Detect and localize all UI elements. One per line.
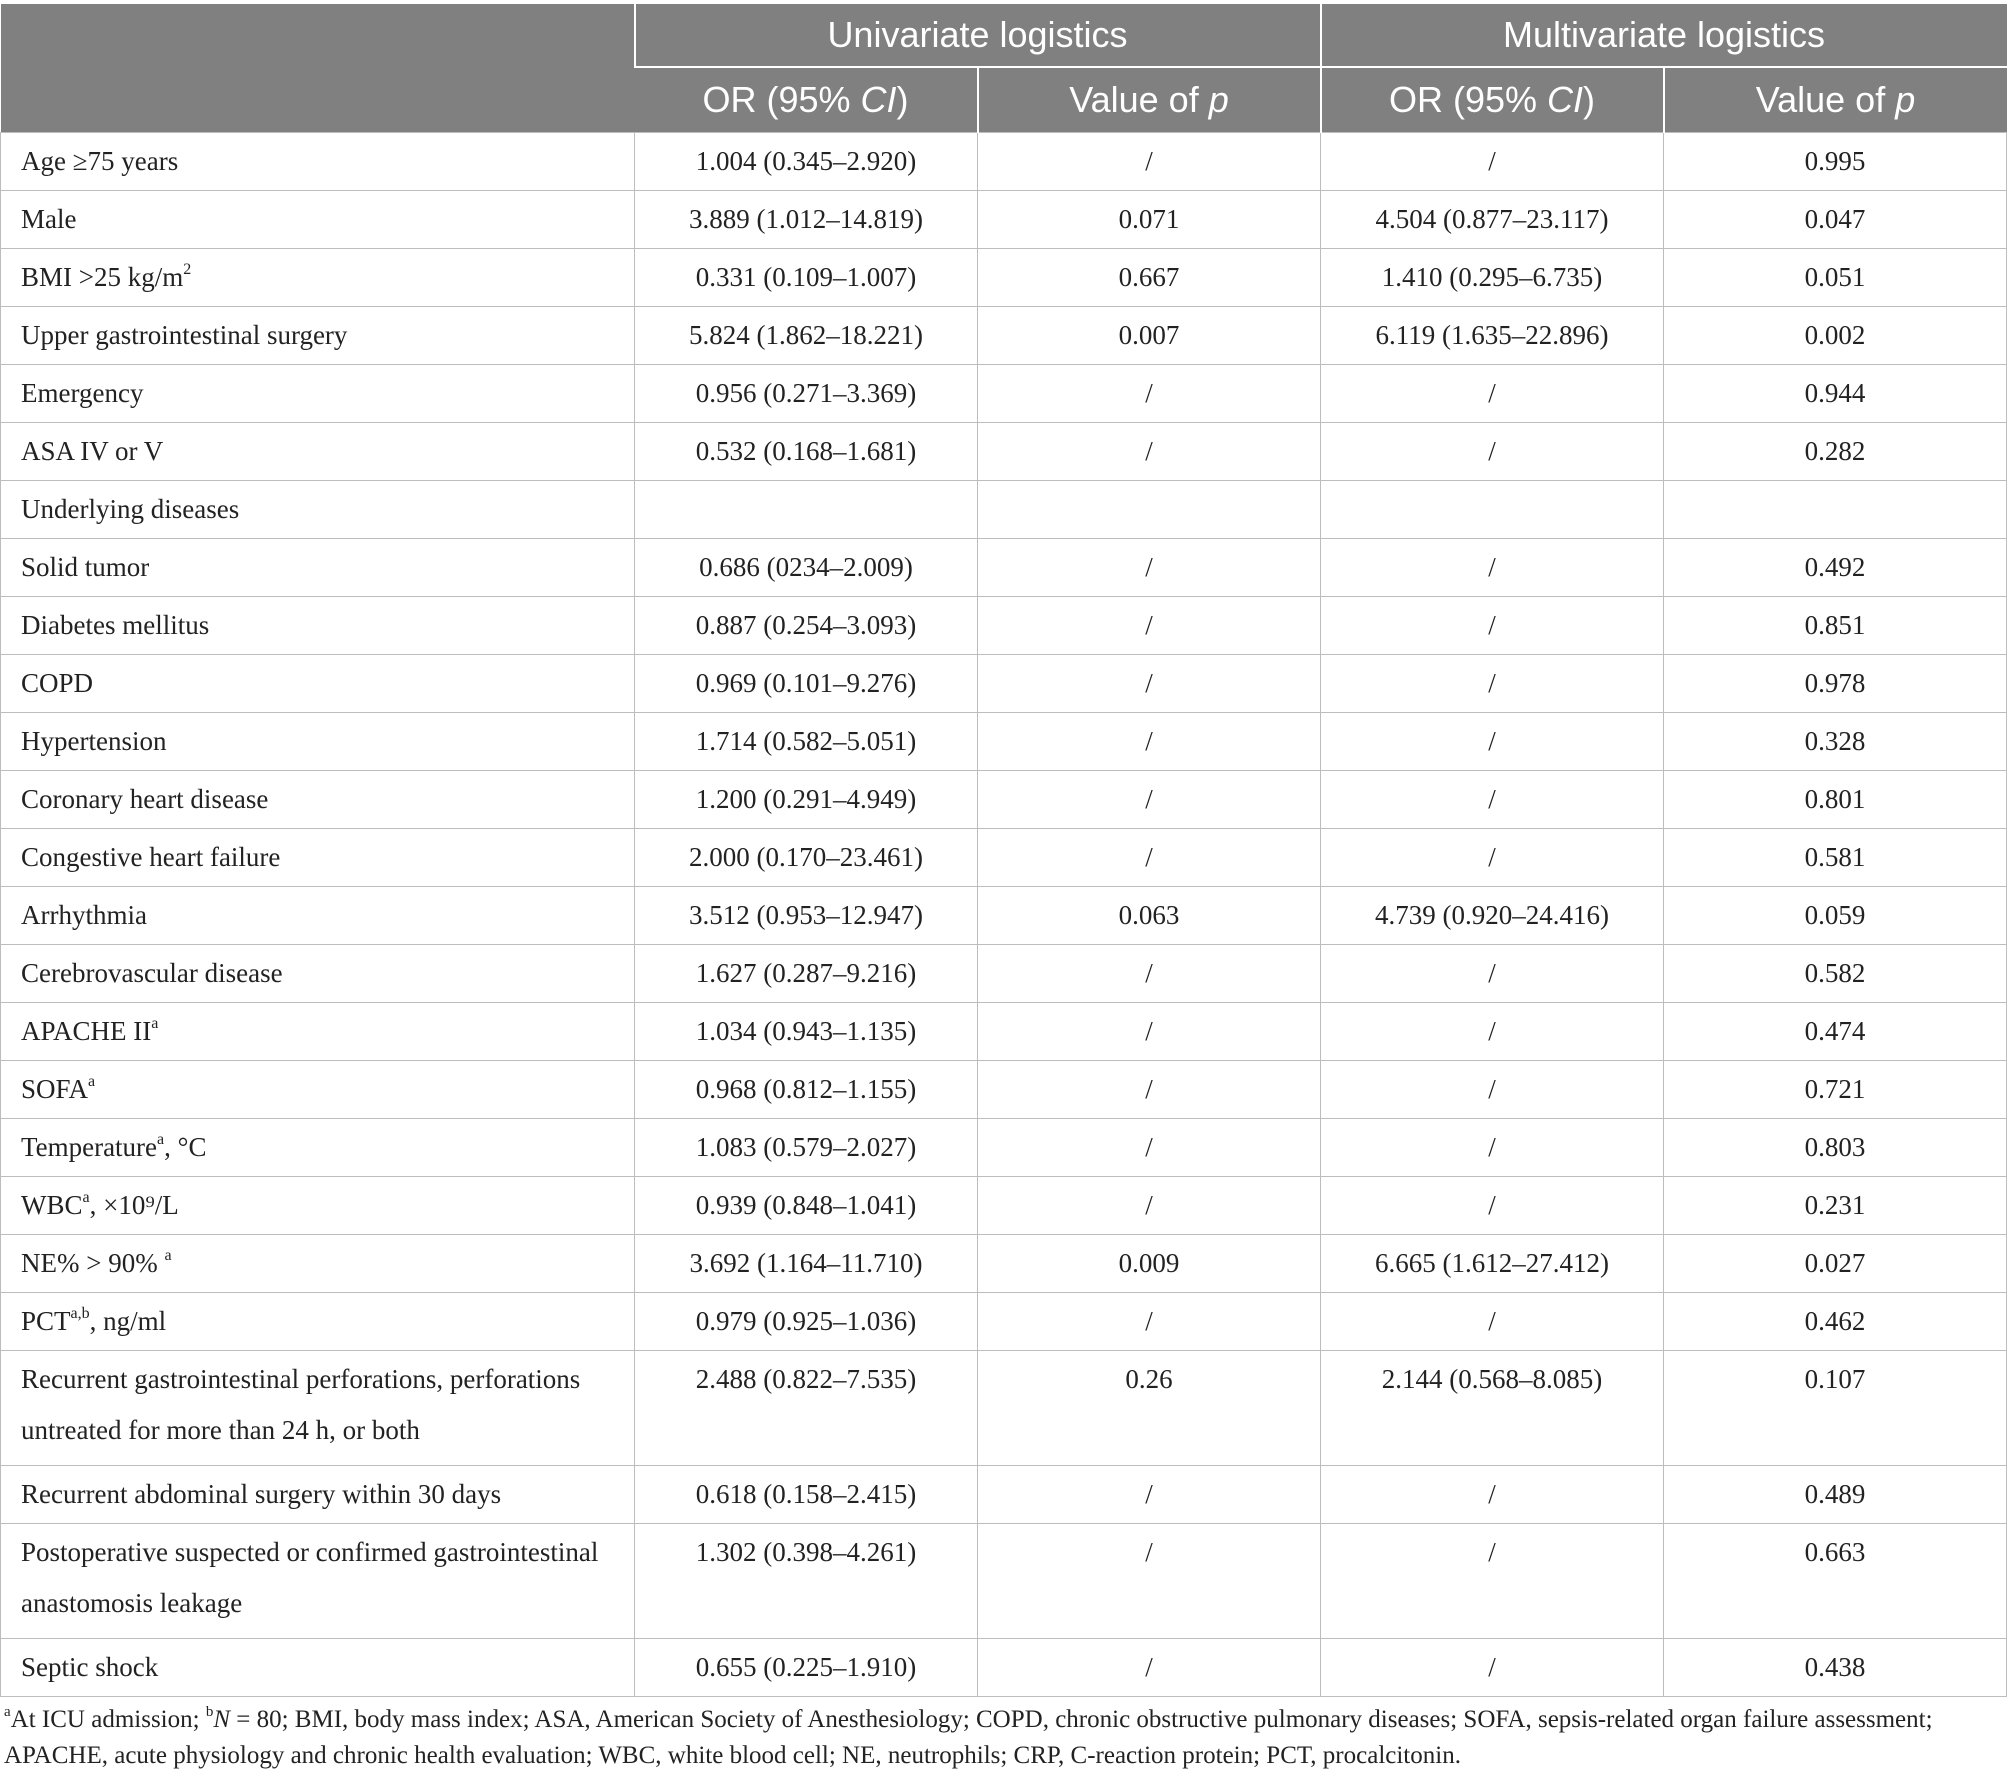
table-row [1, 423, 2007, 481]
cell-uni-p: / [978, 365, 1321, 423]
cell-uni-or: 3.889 (1.012–14.819) [635, 191, 978, 249]
cell-multi-p: 0.231 [1664, 1177, 2007, 1235]
cell-variable: Coronary heart disease [1, 771, 635, 829]
table-row [1, 191, 2007, 249]
cell-multi-p: 0.582 [1664, 945, 2007, 1003]
cell-multi-p: 0.851 [1664, 597, 2007, 655]
cell-variable: PCT$^{a,b}$, ng/ml [1, 1293, 635, 1351]
cell-uni-p: 0.667 [978, 249, 1321, 307]
cell-uni-p: / [978, 771, 1321, 829]
table-row [1, 829, 2007, 887]
cell-multi-p: 0.803 [1664, 1119, 2007, 1177]
table-row [1, 307, 2007, 365]
cell-variable: ASA IV or V [1, 423, 635, 481]
cell-variable: Recurrent gastrointestinal perforations, perforations untreated for more than 24 h, or both [1, 1351, 635, 1466]
cell-uni-or: 2.000 (0.170–23.461) [635, 829, 978, 887]
cell-uni-or: 0.968 (0.812–1.155) [635, 1061, 978, 1119]
cell-multi-p: 0.462 [1664, 1293, 2007, 1351]
cell-uni-p: / [978, 945, 1321, 1003]
table-row [1, 887, 2007, 945]
cell-uni-or: 1.714 (0.582–5.051) [635, 713, 978, 771]
cell-multi-p: 0.002 [1664, 307, 2007, 365]
cell-multi-p: 0.107 [1664, 1351, 2007, 1466]
cell-multi-or: / [1321, 1293, 1664, 1351]
cell-uni-or: 3.512 (0.953–12.947) [635, 887, 978, 945]
cell-uni-p [978, 481, 1321, 539]
cell-multi-or: / [1321, 713, 1664, 771]
cell-variable: COPD [1, 655, 635, 713]
cell-multi-p: 0.581 [1664, 829, 2007, 887]
cell-uni-p: 0.063 [978, 887, 1321, 945]
cell-uni-p: 0.26 [978, 1351, 1321, 1466]
cell-uni-p: / [978, 133, 1321, 191]
table-header [1, 4, 2007, 133]
header-uni-or: OR (95% CI) [635, 67, 978, 133]
cell-variable: APACHE $II^a$ [1, 1003, 635, 1061]
cell-uni-p: / [978, 597, 1321, 655]
cell-variable: Hypertension [1, 713, 635, 771]
cell-uni-or: 0.686 (0234–2.009) [635, 539, 978, 597]
cell-multi-p: 0.328 [1664, 713, 2007, 771]
cell-multi-or: / [1321, 597, 1664, 655]
cell-multi-or [1321, 481, 1664, 539]
table-row [1, 133, 2007, 191]
cell-uni-p: / [978, 1639, 1321, 1697]
table-row [1, 771, 2007, 829]
cell-uni-or: 0.655 (0.225–1.910) [635, 1639, 978, 1697]
cell-uni-or: 3.692 (1.164–11.710) [635, 1235, 978, 1293]
cell-variable: Age ≥75 years [1, 133, 635, 191]
header-uni-p: Value of p [978, 67, 1321, 133]
cell-variable: Temperature$^a$, °C [1, 1119, 635, 1177]
cell-multi-or: 4.739 (0.920–24.416) [1321, 887, 1664, 945]
cell-multi-or: / [1321, 1177, 1664, 1235]
cell-multi-or: / [1321, 771, 1664, 829]
cell-multi-p: 0.663 [1664, 1524, 2007, 1639]
cell-multi-or: 6.119 (1.635–22.896) [1321, 307, 1664, 365]
cell-multi-p: 0.047 [1664, 191, 2007, 249]
cell-multi-p: 0.721 [1664, 1061, 2007, 1119]
table-row [1, 1639, 2007, 1697]
cell-uni-p: / [978, 1119, 1321, 1177]
cell-multi-or: / [1321, 945, 1664, 1003]
table-row [1, 655, 2007, 713]
cell-variable: NE% > 90% $^a$ [1, 1235, 635, 1293]
cell-uni-or: 5.824 (1.862–18.221) [635, 307, 978, 365]
cell-multi-p: 0.474 [1664, 1003, 2007, 1061]
cell-multi-or: / [1321, 1061, 1664, 1119]
cell-uni-p: / [978, 1293, 1321, 1351]
table-row [1, 249, 2007, 307]
cell-uni-or [635, 481, 978, 539]
table-footnote: $^a$At ICU admission; $^b$N = 80; BMI, body mass index; ASA, American Society of Anesthesiology; COPD, chronic obstructive pulmonary diseases; SOFA, sepsis-related organ failure assessment; APACHE, acute physiology and chronic health evaluation; WBC, white blood cell; NE, neutrophils; CRP, C-reaction protein; PCT, procalcitonin. [4, 1703, 1933, 1769]
cell-variable: Male [1, 191, 635, 249]
cell-variable: Upper gastrointestinal surgery [1, 307, 635, 365]
cell-uni-or: 0.939 (0.848–1.041) [635, 1177, 978, 1235]
cell-uni-or: 1.034 (0.943–1.135) [635, 1003, 978, 1061]
cell-uni-p: / [978, 713, 1321, 771]
cell-variable: Underlying diseases [1, 481, 635, 539]
header-multi-p: Value of p [1664, 67, 2007, 133]
cell-uni-p: / [978, 655, 1321, 713]
cell-multi-p: 0.978 [1664, 655, 2007, 713]
cell-multi-or: / [1321, 539, 1664, 597]
cell-uni-p: / [978, 539, 1321, 597]
cell-multi-or: / [1321, 655, 1664, 713]
cell-multi-or: 4.504 (0.877–23.117) [1321, 191, 1664, 249]
cell-multi-or: / [1321, 423, 1664, 481]
table-row [1, 1235, 2007, 1293]
cell-uni-or: 1.627 (0.287–9.216) [635, 945, 978, 1003]
cell-uni-or: 0.956 (0.271–3.369) [635, 365, 978, 423]
cell-variable: Cerebrovascular disease [1, 945, 635, 1003]
cell-multi-or: / [1321, 133, 1664, 191]
table-row [1, 365, 2007, 423]
cell-multi-or: / [1321, 829, 1664, 887]
cell-uni-p: 0.009 [978, 1235, 1321, 1293]
table-wrapper [0, 4, 2006, 1697]
cell-multi-p: 0.438 [1664, 1639, 2007, 1697]
cell-multi-or: / [1321, 1003, 1664, 1061]
table-row [1, 713, 2007, 771]
cell-multi-p: 0.995 [1664, 133, 2007, 191]
table-row [1, 1061, 2007, 1119]
cell-uni-or: 0.532 (0.168–1.681) [635, 423, 978, 481]
cell-multi-p: 0.489 [1664, 1466, 2007, 1524]
table-row [1, 1524, 2007, 1639]
cell-multi-p: 0.801 [1664, 771, 2007, 829]
table-row [1, 1293, 2007, 1351]
cell-uni-or: 1.200 (0.291–4.949) [635, 771, 978, 829]
cell-uni-or: 0.979 (0.925–1.036) [635, 1293, 978, 1351]
cell-multi-p: 0.059 [1664, 887, 2007, 945]
cell-multi-p: 0.051 [1664, 249, 2007, 307]
cell-variable: Recurrent abdominal surgery within 30 days [1, 1466, 635, 1524]
cell-uni-or: 1.004 (0.345–2.920) [635, 133, 978, 191]
cell-uni-or: 0.887 (0.254–3.093) [635, 597, 978, 655]
table-row [1, 481, 2007, 539]
cell-multi-p: 0.282 [1664, 423, 2007, 481]
cell-variable: SOFA$^a$ [1, 1061, 635, 1119]
cell-uni-or: 1.302 (0.398–4.261) [635, 1524, 978, 1639]
cell-multi-or: 6.665 (1.612–27.412) [1321, 1235, 1664, 1293]
cell-uni-p: / [978, 1524, 1321, 1639]
table-row [1, 1003, 2007, 1061]
cell-uni-or: 0.969 (0.101–9.276) [635, 655, 978, 713]
table-body [1, 133, 2007, 1697]
cell-uni-p: / [978, 1003, 1321, 1061]
cell-variable: Postoperative suspected or confirmed gastrointestinal anastomosis leakage [1, 1524, 635, 1639]
cell-multi-or: 2.144 (0.568–8.085) [1321, 1351, 1664, 1466]
header-multi-or: OR (95% CI) [1321, 67, 1664, 133]
cell-uni-p: / [978, 829, 1321, 887]
cell-variable: $WBC^a$, ×10⁹/L [1, 1177, 635, 1235]
cell-multi-or: / [1321, 365, 1664, 423]
header-variable-blank [1, 4, 635, 133]
cell-multi-or: / [1321, 1639, 1664, 1697]
cell-multi-p: 0.492 [1664, 539, 2007, 597]
cell-variable: Diabetes mellitus [1, 597, 635, 655]
logistic-regression-table [0, 4, 2007, 1697]
cell-uni-p: / [978, 1061, 1321, 1119]
header-univariate: Univariate logistics [635, 4, 1321, 67]
cell-variable: Solid tumor [1, 539, 635, 597]
table-row [1, 597, 2007, 655]
table-row [1, 539, 2007, 597]
table-row [1, 1119, 2007, 1177]
cell-multi-p [1664, 481, 2007, 539]
table-row [1, 1177, 2007, 1235]
cell-variable: Septic shock [1, 1639, 635, 1697]
cell-uni-or: 0.331 (0.109–1.007) [635, 249, 978, 307]
header-multivariate: Multivariate logistics [1321, 4, 2007, 67]
header-row-group [1, 4, 2007, 67]
cell-multi-p: 0.944 [1664, 365, 2007, 423]
table-row [1, 1466, 2007, 1524]
cell-variable: Congestive heart failure [1, 829, 635, 887]
cell-uni-p: / [978, 1466, 1321, 1524]
cell-variable: Emergency [1, 365, 635, 423]
cell-uni-p: 0.071 [978, 191, 1321, 249]
cell-variable: Arrhythmia [1, 887, 635, 945]
cell-uni-or: 2.488 (0.822–7.535) [635, 1351, 978, 1466]
cell-multi-or: / [1321, 1466, 1664, 1524]
cell-multi-or: / [1321, 1119, 1664, 1177]
cell-multi-p: 0.027 [1664, 1235, 2007, 1293]
cell-uni-p: 0.007 [978, 307, 1321, 365]
table-row [1, 1351, 2007, 1466]
cell-uni-p: / [978, 1177, 1321, 1235]
table-row [1, 945, 2007, 1003]
cell-multi-or: 1.410 (0.295–6.735) [1321, 249, 1664, 307]
cell-uni-or: 1.083 (0.579–2.027) [635, 1119, 978, 1177]
cell-variable: BMI >25 $kg/m^2$ [1, 249, 635, 307]
cell-uni-p: / [978, 423, 1321, 481]
cell-uni-or: 0.618 (0.158–2.415) [635, 1466, 978, 1524]
cell-multi-or: / [1321, 1524, 1664, 1639]
